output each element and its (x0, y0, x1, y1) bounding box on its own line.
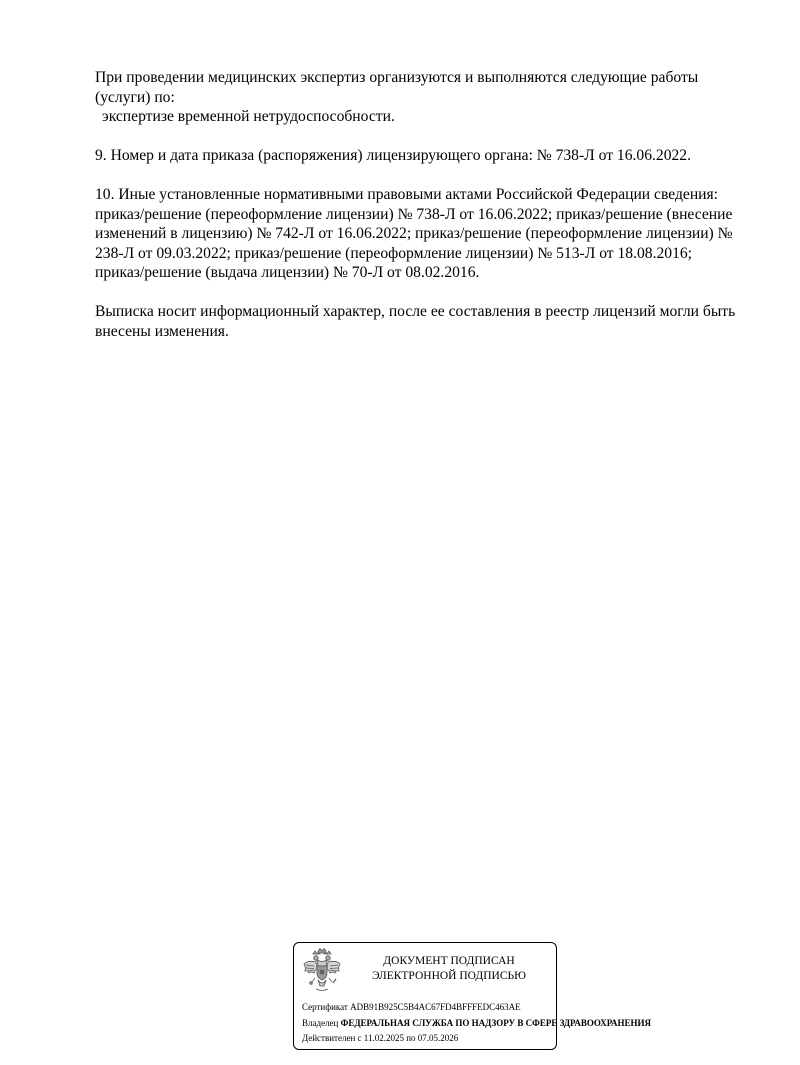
text-line: экспертизе временной нетрудоспособности. (102, 108, 395, 125)
text-line: изменений в лицензию) № 742-Л от 16.06.2022; приказ/решение (переоформление лицензии) № (95, 225, 733, 242)
text-line: приказ/решение (переоформление лицензии) № 738-Л от 16.06.2022; приказ/решение (внесение (95, 205, 733, 223)
russian-coat-of-arms-icon (302, 948, 342, 994)
text-line: 9. Номер и дата приказа (распоряжения) лицензирующего органа: № 738-Л от 16.06.2022. (95, 147, 692, 164)
paragraph-medical-expertise (95, 68, 760, 127)
certificate-line (302, 1000, 556, 1016)
owner-label: Владелец (302, 1017, 339, 1028)
stamp-title-line: ДОКУМЕНТ ПОДПИСАН (383, 955, 515, 967)
text-line: (услуги) по: (95, 88, 175, 106)
paragraph-disclaimer (95, 302, 760, 341)
owner-line (302, 1016, 652, 1032)
paragraph-order-number (95, 146, 760, 166)
text-line: 10. Иные установленные нормативными правовыми актами Российской Федерации сведения: (95, 186, 719, 203)
text-line: внесены изменения. (95, 322, 229, 340)
document-body (95, 68, 760, 341)
stamp-details (302, 1000, 652, 1047)
stamp-title-line: ЭЛЕКТРОННОЙ ПОДПИСЬЮ (372, 969, 526, 982)
owner-value: ФЕДЕРАЛЬНАЯ СЛУЖБА ПО НАДЗОРУ В СФЕРЕ ЗДРАВООХРАНЕНИЯ (340, 1017, 652, 1028)
text-line: При проведении медицинских экспертиз организуются и выполняются следующие работы (95, 69, 699, 86)
electronic-signature-stamp (293, 942, 652, 1050)
paragraph-other-info (95, 185, 760, 283)
certificate-label: Сертификат (302, 1002, 348, 1012)
validity-line: Действителен с 11.02.2025 по 07.05.2026 (302, 1033, 459, 1043)
stamp-title (354, 954, 544, 983)
text-line: приказ/решение (выдача лицензии) № 70-Л от 08.02.2016. (95, 264, 480, 281)
text-line: 238-Л от 09.03.2022; приказ/решение (переоформление лицензии) № 513-Л от 18.08.2016; (95, 244, 693, 262)
text-line: Выписка носит информационный характер, после ее составления в реестр лицензий могли быть (95, 303, 736, 320)
certificate-value: ADB91B925C5B4AC67FD4BFFFEDC463AE (350, 1002, 521, 1012)
